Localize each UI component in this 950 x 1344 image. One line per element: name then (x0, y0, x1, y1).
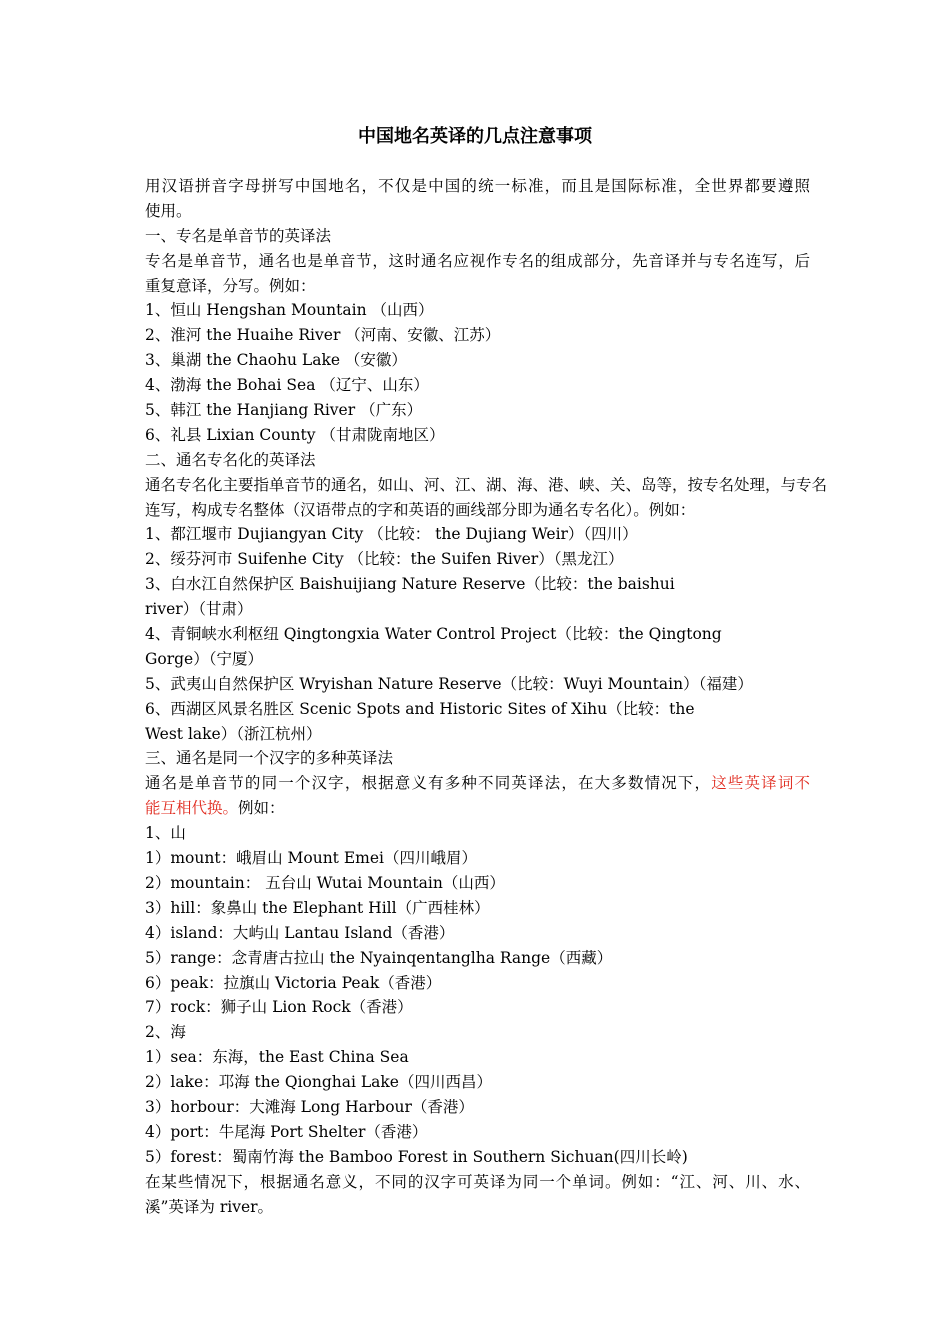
paragraph-line: 用汉语拼音字母拼写中国地名，不仅是中国的统一标准，而且是国际标准，全世界都要遵照 (145, 177, 810, 195)
list-item: 4）island：大屿山 Lantau Island（香港） (145, 923, 455, 942)
list-item: 3、巢湖 the Chaohu Lake （安徽） (145, 351, 407, 370)
list-item-continuation: river）（甘肃） (145, 600, 253, 619)
list-item: 5）range：念青唐古拉山 the Nyainqentanglha Range（西藏） (145, 948, 613, 967)
paragraph-line: 通名专名化主要指单音节的通名，如山、河、江、湖、海、港、峡、关、岛等，按专名处理，与专名 (145, 475, 828, 494)
paragraph-line: 溪”英译为 river。 (145, 1197, 274, 1216)
paragraph-line (145, 796, 810, 821)
paragraph-line: 专名是单音节，通名也是单音节，这时通名应视作专名的组成部分，先音译并与专名连写，后 (145, 251, 810, 270)
list-item: 6、西湖区风景名胜区 Scenic Spots and Historic Sites of Xihu（比较：the (145, 699, 695, 718)
list-item: 3）hill：象鼻山 the Elephant Hill（广西桂林） (145, 898, 490, 917)
list-item: 1、都江堰市 Dujiangyan City （比较： the Dujiang Weir）（四川） (145, 525, 638, 544)
list-item: 6）peak：拉旗山 Victoria Peak（香港） (145, 973, 442, 992)
list-item-continuation: Gorge）（宁厦） (145, 649, 263, 668)
highlighted-text: 能互相代换。 (145, 799, 239, 818)
subsection-heading: 1、山 (145, 824, 186, 843)
paragraph-line (145, 771, 810, 796)
subsection-heading: 2、海 (145, 1023, 186, 1042)
list-item: 7）rock：狮子山 Lion Rock（香港） (145, 998, 413, 1017)
list-item: 1、恒山 Hengshan Mountain （山西） (145, 301, 434, 320)
list-item: 2）lake：邛海 the Qionghai Lake（四川西昌） (145, 1073, 492, 1092)
list-item: 1）mount：峨眉山 Mount Emei（四川峨眉） (145, 849, 477, 868)
list-item: 2）mountain： 五台山 Wutai Mountain（山西） (145, 873, 505, 892)
document-title: 中国地名英译的几点注意事项 (358, 126, 592, 147)
list-item: 5、武夷山自然保护区 Wryishan Nature Reserve（比较：Wuyi Mountain）（福建） (145, 674, 753, 693)
paragraph-text: 例如： (238, 799, 285, 818)
list-item: 4、渤海 the Bohai Sea （辽宁、山东） (145, 376, 429, 395)
paragraph-text: 通名是单音节的同一个汉字，根据意义有多种不同英译法，在大多数情况下， (145, 774, 712, 793)
list-item: 2、绥芬河市 Suifenhe City （比较：the Suifen River）（黑龙江） (145, 550, 624, 569)
list-item: 1）sea：东海，the East China Sea (145, 1048, 409, 1067)
list-item: 3、白水江自然保护区 Baishuijiang Nature Reserve（比较：the baishui (145, 575, 675, 594)
paragraph-line: 使用。 (145, 201, 192, 220)
list-item: 5）forest：蜀南竹海 the Bamboo Forest in Southern Sichuan(四川长岭) (145, 1147, 688, 1166)
list-item: 5、韩江 the Hanjiang River （广东） (145, 401, 423, 420)
list-item: 4）port：牛尾海 Port Shelter（香港） (145, 1122, 428, 1141)
highlighted-text: 这些英译词不 (711, 774, 810, 793)
list-item-continuation: West lake）（浙江杭州） (145, 724, 322, 743)
paragraph-line: 连写，构成专名整体（汉语带点的字和英语的画线部分即为通名专名化）。例如： (145, 500, 696, 519)
list-item: 6、礼县 Lixian County （甘肃陇南地区） (145, 425, 445, 444)
section-heading: 二、通名专名化的英译法 (145, 450, 316, 469)
paragraph-line: 在某些情况下，根据通名意义，不同的汉字可英译为同一个单词。例如：“江、河、川、水、 (145, 1172, 810, 1191)
paragraph-line: 重复意译，分写。例如： (145, 276, 316, 295)
list-item: 2、淮河 the Huaihe River （河南、安徽、江苏） (145, 326, 501, 345)
list-item: 4、青铜峡水利枢纽 Qingtongxia Water Control Project（比较：the Qingtong (145, 625, 722, 644)
section-heading: 一、专名是单音节的英译法 (145, 226, 332, 245)
document-body (145, 174, 828, 1219)
section-heading: 三、通名是同一个汉字的多种英译法 (145, 749, 394, 768)
list-item: 3）horbour：大滩海 Long Harbour（香港） (145, 1097, 474, 1116)
